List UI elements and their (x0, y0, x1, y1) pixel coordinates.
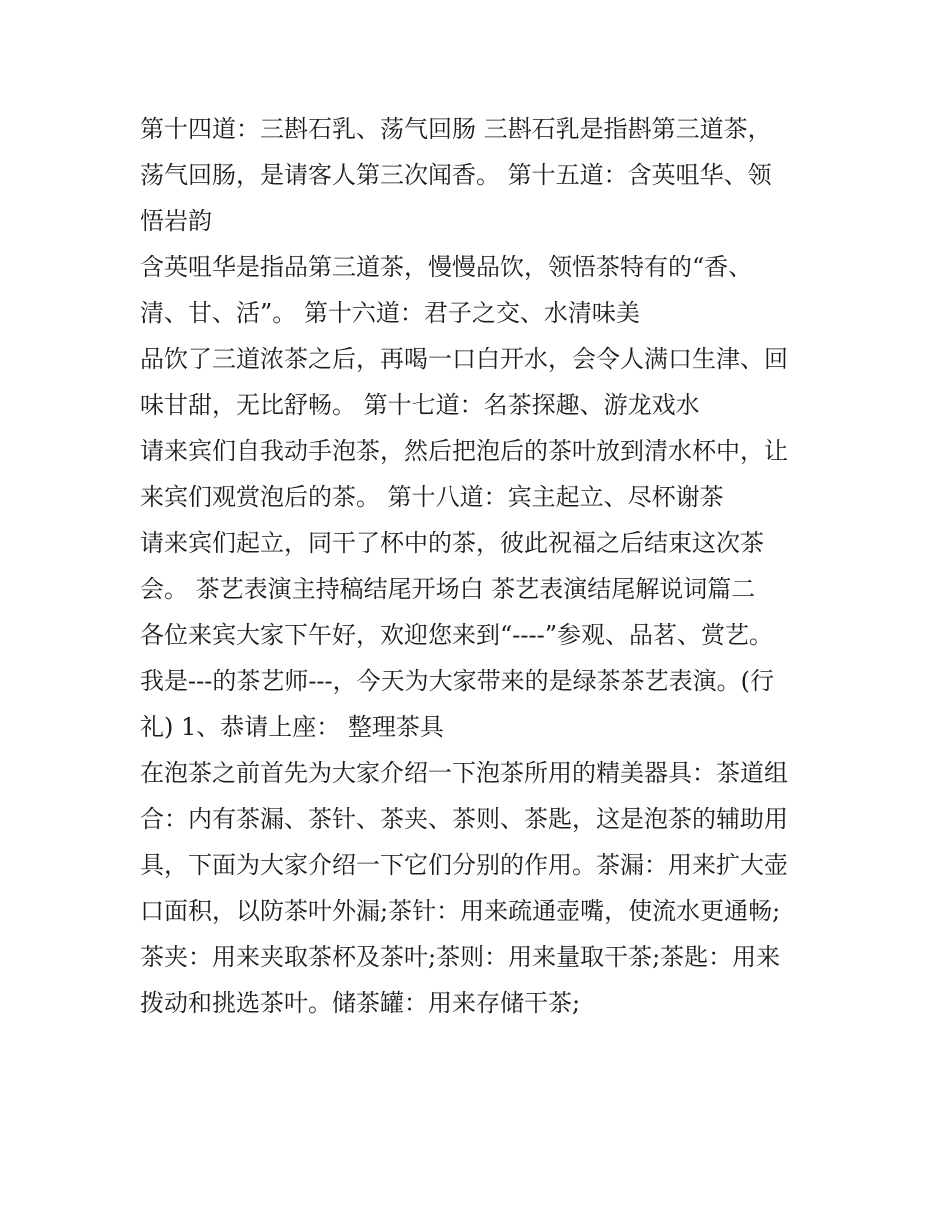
text-line: 请来宾们自我动手泡茶，然后把泡后的茶叶放到清水杯中，让 (140, 437, 788, 465)
text-line: 在泡茶之前首先为大家介绍一下泡茶所用的精美器具：茶道组 (140, 759, 788, 787)
text-line: 含英咀华是指品第三道茶，慢慢品饮，领悟茶特有的“香、 (140, 253, 753, 281)
text-line: 会。 茶艺表演主持稿结尾开场白 茶艺表演结尾解说词篇二 (140, 575, 756, 603)
text-line: 具，下面为大家介绍一下它们分别的作用。茶漏：用来扩大壶 (140, 851, 788, 879)
text-line: 品饮了三道浓茶之后，再喝一口白开水，会令人满口生津、回 (140, 345, 788, 373)
text-line: 来宾们观赏泡后的茶。 第十八道：宾主起立、尽杯谢茶 (140, 483, 724, 511)
text-line: 第十四道：三斟石乳、荡气回肠 三斟石乳是指斟第三道茶， (140, 115, 772, 143)
text-line: 口面积，以防茶叶外漏;茶针：用来疏通壶嘴，使流水更通畅; (140, 897, 781, 925)
text-line: 荡气回肠，是请客人第三次闻香。 第十五道：含英咀华、领 (140, 161, 772, 189)
text-line: 请来宾们起立，同干了杯中的茶，彼此祝福之后结束这次茶 (140, 529, 764, 557)
document-body (140, 106, 830, 1026)
text-line: 茶夹：用来夹取茶杯及茶叶;茶则：用来量取干茶;茶匙：用来 (140, 943, 781, 971)
text-line: 清、甘、活”。 第十六道：君子之交、水清味美 (140, 299, 640, 327)
text-line: 各位来宾大家下午好，欢迎您来到“----”参观、品茗、赏艺。 (140, 621, 773, 649)
text-line: 悟岩韵 (140, 207, 212, 235)
text-line: 礼) 1、恭请上座： 整理茶具 (140, 713, 444, 741)
text-line: 合：内有茶漏、茶针、茶夹、茶则、茶匙，这是泡茶的辅助用 (140, 805, 788, 833)
text-line: 味甘甜，无比舒畅。 第十七道：名茶探趣、游龙戏水 (140, 391, 700, 419)
text-line: 拨动和挑选茶叶。储茶罐：用来存储干茶; (140, 989, 581, 1017)
text-line: 我是---的茶艺师---，今天为大家带来的是绿茶茶艺表演。(行 (140, 667, 775, 695)
